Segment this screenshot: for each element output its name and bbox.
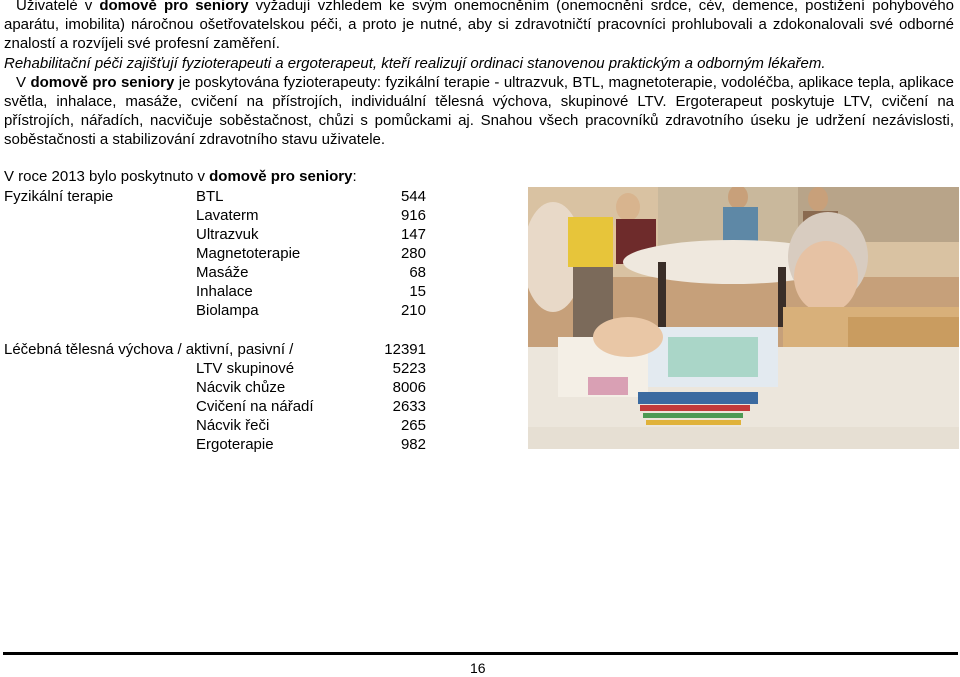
- stats-row: [4, 416, 426, 435]
- row-name: Ergoterapie: [196, 436, 274, 453]
- stats-row: [4, 282, 426, 301]
- row-value: 916: [400, 207, 426, 224]
- group-label-physical-therapy: Fyzikální terapie: [4, 188, 114, 205]
- row-name: Cvičení na nářadí: [196, 398, 314, 415]
- row-name: Nácvik řeči: [196, 417, 270, 434]
- row-value: 280: [400, 245, 426, 262]
- page-number: 16: [470, 660, 486, 676]
- row-name: Nácvik chůze: [196, 379, 286, 396]
- row-name: BTL: [196, 188, 224, 205]
- row-value: 982: [400, 436, 426, 453]
- row-value: 147: [400, 226, 426, 243]
- stats-heading: V roce 2013 bylo poskytnuto v domově pro seniory:: [4, 168, 357, 185]
- stats-row: [4, 340, 426, 359]
- stats-row: [4, 263, 426, 282]
- stats-row: [4, 244, 426, 263]
- stats-row: [4, 225, 426, 244]
- row-name: Biolampa: [196, 302, 259, 319]
- stats-row: [4, 206, 426, 225]
- stats-row: [4, 397, 426, 416]
- row-value: 544: [400, 188, 426, 205]
- intro-paragraph: Uživatelé v domově pro seniory vyžadují vzhledem ke svým onemocněním (onemocnění srdce, cév, demence, postižení pohybového aparátu, imobilita) náročnou ošetřovatelskou péči, a proto je nutné, aby si zdravotničtí pracovníci prohlubovali a zdokonalovali své odborné znalostí a rozvíjeli své profesní zaměření.: [4, 0, 955, 52]
- group-label-exercise: Léčebná tělesná výchova / aktivní, pasivní /: [4, 341, 294, 358]
- footer-rule: [3, 652, 958, 655]
- stats-row: [4, 435, 426, 454]
- group-total-value: 12391: [384, 341, 426, 358]
- row-value: 265: [400, 417, 426, 434]
- stats-row: [4, 359, 426, 378]
- row-name: Masáže: [196, 264, 249, 281]
- stats-row: [4, 301, 426, 320]
- stats-row: [4, 378, 426, 397]
- rehab-paragraph: Rehabilitační péči zajišťují fyzioterapeuti a ergoterapeut, kteří realizují ordinaci stanovenou praktickým a odborným lékařem.: [4, 55, 826, 72]
- row-value: 5223: [392, 360, 426, 377]
- row-value: 8006: [392, 379, 426, 396]
- row-name: Ultrazvuk: [196, 226, 259, 243]
- row-name: Lavaterm: [196, 207, 259, 224]
- row-value: 68: [409, 264, 426, 281]
- row-value: 2633: [392, 398, 426, 415]
- row-value: 210: [400, 302, 426, 319]
- services-paragraph: V domově pro seniory je poskytována fyzioterapeuty: fyzikální terapie - ultrazvuk, BTL, magnetoterapie, vodoléčba, aplikace tepla, aplikace světla, inhalace, masáže, cvičení na přístrojích, individuální tělesná výchova, skupinové LTV. Ergoterapeut poskytuje LTV, cvičení na přístrojích, nářadích, nacvičuje soběstačnost, chůzi s pomůckami aj. Snahou všech pracovníků zdravotního úseku je udržení nezávislosti, soběstačnosti a stabilizování zdravotního stavu uživatele.: [4, 74, 954, 148]
- row-name: LTV skupinové: [196, 360, 295, 377]
- stats-row: [4, 187, 426, 206]
- therapy-photo: [528, 187, 959, 449]
- row-name: Inhalace: [196, 283, 253, 300]
- row-value: 15: [409, 283, 426, 300]
- row-name: Magnetoterapie: [196, 245, 301, 262]
